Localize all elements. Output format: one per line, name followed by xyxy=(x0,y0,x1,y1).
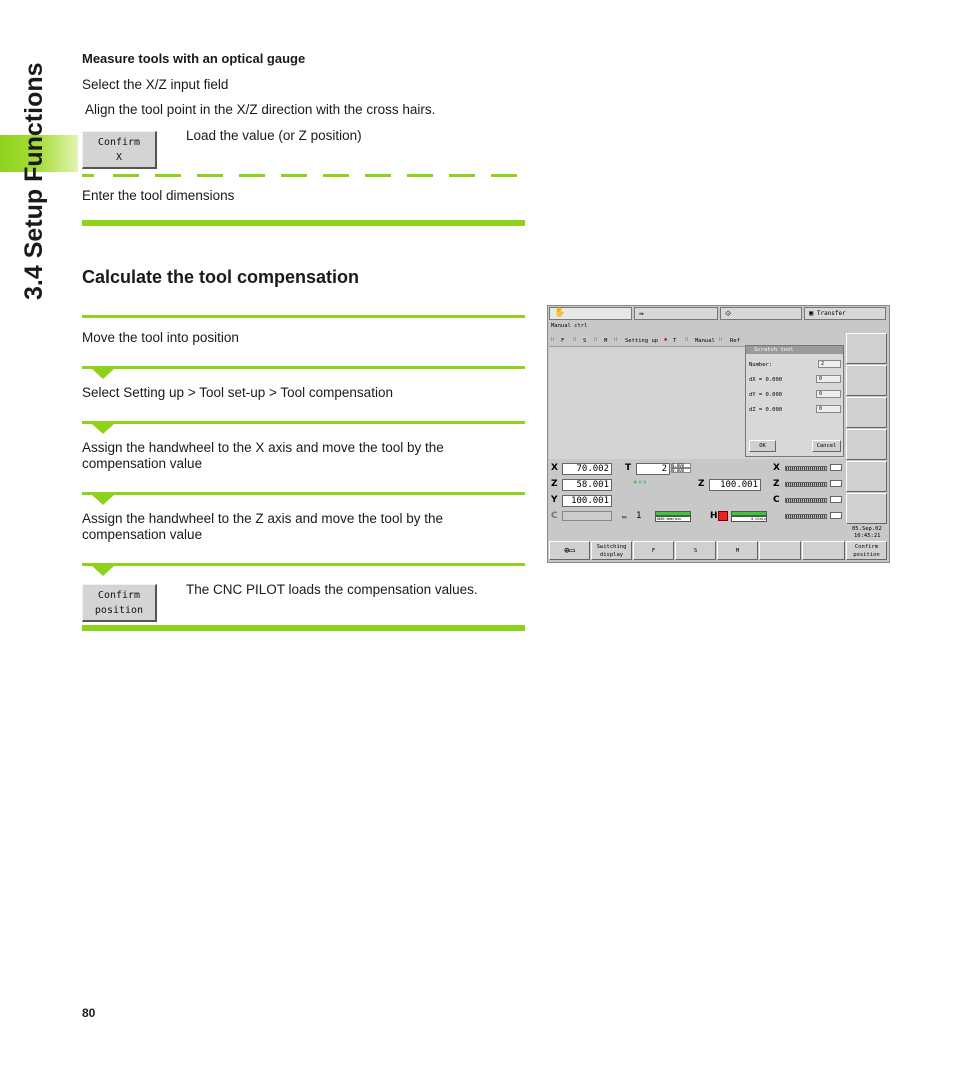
tool-offset: 0.000 xyxy=(671,463,691,468)
softkey-line: X xyxy=(115,151,123,163)
cnc-screen-screenshot xyxy=(547,305,890,563)
menu-item-ref: Ref xyxy=(730,338,740,344)
step-text: Align the tool point in the X/Z direction with the cross hairs. xyxy=(82,102,436,117)
axis-c-value xyxy=(562,511,612,521)
field-label: dY = 0.000 xyxy=(749,392,783,398)
s-softkey: S xyxy=(675,541,716,560)
axis-x-value: 70.002 xyxy=(562,463,612,475)
dialog-title: Scratch tool xyxy=(746,346,843,354)
softkey-line: position xyxy=(94,604,144,616)
dash xyxy=(197,174,223,177)
dash xyxy=(407,174,433,177)
vertical-softkey xyxy=(846,365,887,396)
hand-icon: ✋ xyxy=(554,308,566,318)
load-x-label: X xyxy=(773,463,780,473)
tab-run xyxy=(720,307,802,320)
feed-value: 1000.0mm/min xyxy=(655,516,691,522)
dash xyxy=(365,174,391,177)
vertical-softkey xyxy=(846,493,887,524)
time: 10:45:21 xyxy=(854,533,881,539)
load-meter xyxy=(785,514,827,519)
step-arrow-icon xyxy=(92,424,114,434)
step-arrow-icon xyxy=(92,369,114,379)
load-percent xyxy=(830,464,842,471)
spindle-value: 0 U/min xyxy=(731,516,767,522)
step-divider xyxy=(82,563,525,566)
dash xyxy=(281,174,307,177)
tab-transfer xyxy=(804,307,886,320)
load-percent xyxy=(830,512,842,519)
dy-input: 0 xyxy=(816,390,841,398)
confirm-position-screen-softkey: Confirm position xyxy=(846,541,887,560)
dash xyxy=(155,174,181,177)
menu-item-manual: Manual xyxy=(695,338,715,344)
step-text: Select the X/Z input field xyxy=(82,77,229,92)
dash xyxy=(449,174,475,177)
load-meter xyxy=(785,498,827,503)
menu-icon: ⁞⁞ xyxy=(551,337,555,343)
axis-c-label: C xyxy=(551,511,558,521)
disk-icon: ▣ xyxy=(809,309,814,317)
field-label: dZ = 0.000 xyxy=(749,407,783,413)
date: 05.Sep.02 xyxy=(852,526,882,532)
axis-x-label: X xyxy=(551,463,558,473)
empty-softkey xyxy=(802,541,845,560)
load-meter xyxy=(785,482,827,487)
field-label: dX = 0.000 xyxy=(749,377,783,383)
tab-label: Transfer xyxy=(816,310,846,317)
dash xyxy=(491,174,517,177)
section-end-bar xyxy=(82,220,525,226)
dash xyxy=(82,174,94,177)
tab-manual xyxy=(549,307,632,320)
h-label: H xyxy=(710,511,718,521)
vertical-softkey xyxy=(846,461,887,492)
program-icon: ⇛ xyxy=(639,309,644,318)
step-divider xyxy=(82,366,525,369)
dz-input: 0 xyxy=(816,405,841,413)
menu-item-s: S xyxy=(583,338,587,344)
step-arrow-icon xyxy=(92,566,114,576)
step-text: Select Setting up > Tool set-up > Tool compensation xyxy=(82,385,393,400)
section-heading: Measure tools with an optical gauge xyxy=(82,51,306,66)
switching-display-softkey: Switching display xyxy=(591,541,632,560)
m-softkey: M xyxy=(717,541,758,560)
load-percent xyxy=(830,496,842,503)
axis-z-label: Z xyxy=(551,479,558,489)
step-arrow-icon xyxy=(92,495,114,505)
vertical-softkey xyxy=(846,397,887,428)
load-percent xyxy=(830,480,842,487)
spindle-icon: ▭ xyxy=(622,513,627,521)
dash xyxy=(323,174,349,177)
tab-program xyxy=(634,307,718,320)
empty-softkey xyxy=(759,541,801,560)
crosshair-icon: ⊕▭ xyxy=(549,541,590,560)
step-divider xyxy=(82,421,525,424)
tool-t-value: 2 xyxy=(636,463,670,475)
step-text: Move the tool into position xyxy=(82,330,239,345)
chapter-title: 3.4 Setup Functions xyxy=(20,62,48,300)
menu-icon: ✱ xyxy=(664,337,668,343)
confirm-x-softkey xyxy=(82,131,157,169)
load-c-label: C xyxy=(773,495,780,505)
menu-icon: ⁞⁞ xyxy=(719,337,723,343)
scratch-tool-dialog xyxy=(745,345,844,457)
axis-z2-label: Z xyxy=(698,479,705,489)
menu-item-t: T xyxy=(673,338,677,344)
step-divider xyxy=(82,315,525,318)
axis-y-label: Y xyxy=(551,495,558,505)
axis-z2-value: 100.001 xyxy=(709,479,761,491)
field-label: Number: xyxy=(749,362,773,368)
vertical-softkey xyxy=(846,429,887,460)
load-z-label: Z xyxy=(773,479,780,489)
cancel-button: Cancel xyxy=(812,440,841,452)
mode-label: Manual ctrl xyxy=(551,323,588,329)
menu-icon: ⁞⁞ xyxy=(573,337,577,343)
menu-icon: ⁞⁞ xyxy=(594,337,598,343)
ok-button: OK xyxy=(749,440,776,452)
axis-y-value: 100.001 xyxy=(562,495,612,507)
load-meter xyxy=(785,466,827,471)
status-indicators: ▦ ▤ ▥ xyxy=(634,479,647,484)
step-text: Load the value (or Z position) xyxy=(186,128,362,143)
menu-icon: ⁞⁞ xyxy=(685,337,689,343)
menu-item-m: M xyxy=(604,338,608,344)
run-icon: ⟐ xyxy=(725,309,732,318)
softkey-line: Confirm xyxy=(97,136,141,148)
menu-item-setting-up: Setting up xyxy=(625,338,659,344)
step-divider xyxy=(82,492,525,495)
softkey-line: Confirm xyxy=(97,589,141,601)
menu-icon: ⁞⁞ xyxy=(614,337,618,343)
spindle-number: 1 xyxy=(636,511,642,521)
tool-t-label: T xyxy=(625,463,632,473)
axis-z-value: 58.001 xyxy=(562,479,612,491)
stop-indicator-icon xyxy=(718,511,728,521)
menu-item-f: F xyxy=(561,338,565,344)
step-text: Enter the tool dimensions xyxy=(82,188,235,203)
section-end-bar xyxy=(82,625,525,631)
dx-input: 0 xyxy=(816,375,841,383)
step-text: Assign the handwheel to the X axis and move the tool by the compensation value xyxy=(82,440,444,471)
dash xyxy=(113,174,139,177)
number-input: 2 xyxy=(818,360,841,368)
page-number: 80 xyxy=(82,1006,96,1020)
section-heading: Calculate the tool compensation xyxy=(82,267,360,287)
step-text: The CNC PILOT loads the compensation values. xyxy=(186,582,478,597)
confirm-position-softkey xyxy=(82,584,157,622)
dash xyxy=(239,174,265,177)
step-text: Assign the handwheel to the Z axis and move the tool by the compensation value xyxy=(82,511,443,542)
f-softkey: F xyxy=(633,541,674,560)
tool-offset: 0.000 xyxy=(671,468,691,473)
vertical-softkey xyxy=(846,333,887,364)
